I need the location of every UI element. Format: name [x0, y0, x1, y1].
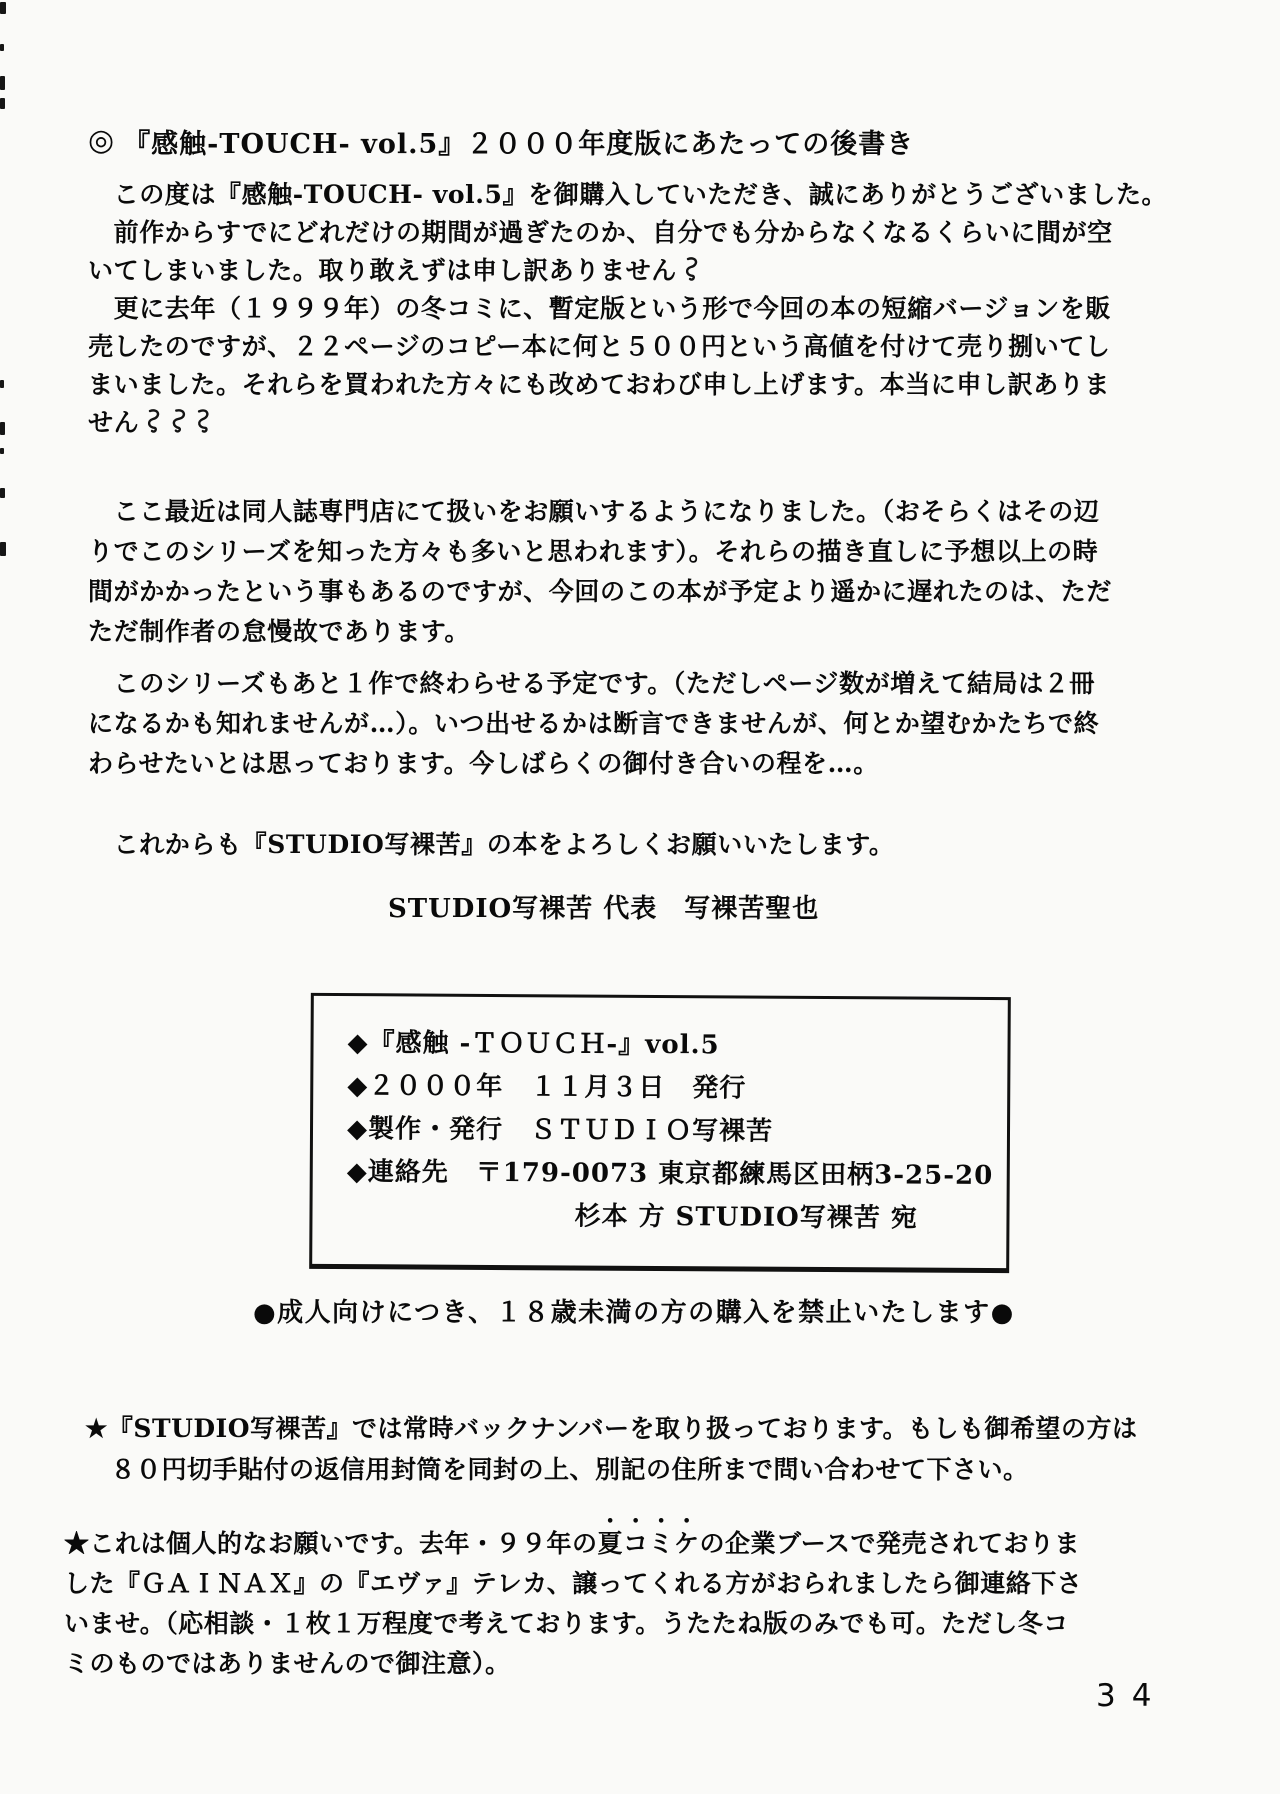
text-line: いませ。（応相談・１枚１万程度で考えております。うたたね版のみでも可。ただし冬コ — [64, 1609, 1069, 1638]
text-line: 間がかかったという事もあるのですが、今回のこの本が予定より遥かに遅れたのは、ただ — [88, 577, 1113, 606]
apology-doodle-icon — [682, 256, 702, 283]
text-line: この度は『感触-TOUCH- vol.5』を御購入していただき、誠にありがとうございました。 — [88, 180, 1168, 209]
colophon-box — [309, 993, 1011, 1273]
colophon-date: ◆２０００年 １１月３日 発行 — [347, 1071, 747, 1104]
text-line: まいました。それらを買われた方々にも改めておわび申し上げます。本当に申し訳ありま — [88, 370, 1111, 399]
scan-artifact — [0, 76, 5, 90]
colophon-contact: ◆連絡先 〒179-0073 東京都練馬区田柄3-25-20 — [346, 1157, 994, 1192]
text-line: りでこのシリーズを知った方々も多いと思われます）。それらの描き直しに予想以上の時 — [88, 537, 1099, 566]
text-line: ８０円切手貼付の返信用封筒を同封の上、別記の住所まで問い合わせて下さい。 — [85, 1455, 1029, 1484]
text-line: した『ＧＡＩＮＡＸ』の『エヴァ』テレカ、譲ってくれる方がおられましたら御連絡下さ — [64, 1569, 1083, 1598]
text-line: ただ制作者の怠慢故であります。 — [88, 617, 471, 646]
page-number: 34 — [1096, 1678, 1168, 1714]
scan-artifact — [0, 380, 4, 388]
apology-doodle-icon — [193, 407, 215, 436]
scan-artifact — [0, 542, 6, 556]
paragraph-series-plan — [88, 664, 1099, 784]
spiral-bullet-icon: ◎ — [88, 123, 116, 158]
colophon-contact-cont: 杉本 方 STUDIO写裸苦 宛 — [574, 1201, 918, 1234]
paragraph-thanks — [88, 826, 894, 864]
text-line: になるかも知れませんが…）。いつ出せるかは断言できませんが、何とか望むかたちで終 — [88, 709, 1100, 738]
text-line: 前作からすでにどれだけの期間が過ぎたのか、自分でも分からなくなるくらいに間が空 — [88, 218, 1113, 247]
paragraph-shops — [88, 492, 1112, 652]
scan-artifact — [0, 2, 6, 14]
paragraph-apology — [88, 176, 1167, 442]
scan-artifact — [0, 422, 5, 435]
note-request — [64, 1514, 1082, 1684]
text-line: ★『STUDIO写裸苦』では常時バックナンバーを取り扱っております。もしも御希望の方は — [85, 1414, 1138, 1443]
afterword-title-text: 『感触-TOUCH- vol.5』２０００年度版にあたっての後書き — [123, 129, 915, 160]
emphasized-text: 夏コミケ — [597, 1529, 700, 1558]
text-line: わらせたいとは思っております。今しばらくの御付き合いの程を…。 — [88, 749, 879, 778]
afterword-title — [88, 122, 914, 161]
text-line: ミのものではありませんので御注意）。 — [64, 1649, 511, 1678]
text-line: ここ最近は同人誌専門店にて扱いをお願いするようになりました。（おそらくはその辺 — [88, 497, 1100, 526]
apology-doodle-icon — [168, 407, 191, 436]
scan-artifact — [0, 44, 4, 51]
text-line: いてしまいました。取り敢えずは申し訳ありません — [88, 252, 1167, 290]
colophon-publisher: ◆製作・発行 ＳＴＵＤＩＯ写裸苦 — [346, 1114, 774, 1147]
colophon-title: ◆『感触 -ＴＯＵＣＨ-』vol.5 — [347, 1028, 720, 1061]
text-line: 更に去年（１９９９年）の冬コミに、暫定版という形で今回の本の短縮バージョンを販 — [88, 294, 1112, 323]
scan-artifact — [0, 488, 5, 498]
text-line: このシリーズもあと１作で終わらせる予定です。（ただしページ数が増えて結局は２冊 — [88, 669, 1096, 698]
scan-artifact — [0, 448, 4, 454]
signature: STUDIO写裸苦 代表 写裸苦聖也 — [388, 894, 820, 924]
scan-artifact — [0, 98, 5, 109]
adult-notice: ●成人向けにつき、１８歳未満の方の購入を禁止いたします● — [253, 1298, 1015, 1328]
apology-doodle-icon — [144, 408, 164, 435]
note-backnumber — [85, 1408, 1138, 1490]
text-line: ★これは個人的なお願いです。去年・９９年の夏コミケの企業ブースで発売されておりま — [64, 1529, 1081, 1558]
text-line: せん — [88, 404, 1167, 442]
text-line: 売したのですが、２２ページのコピー本に何と５００円という高値を付けて売り捌いてし — [88, 332, 1111, 361]
text-line: これからも『STUDIO写裸苦』の本をよろしくお願いいたします。 — [88, 830, 895, 859]
